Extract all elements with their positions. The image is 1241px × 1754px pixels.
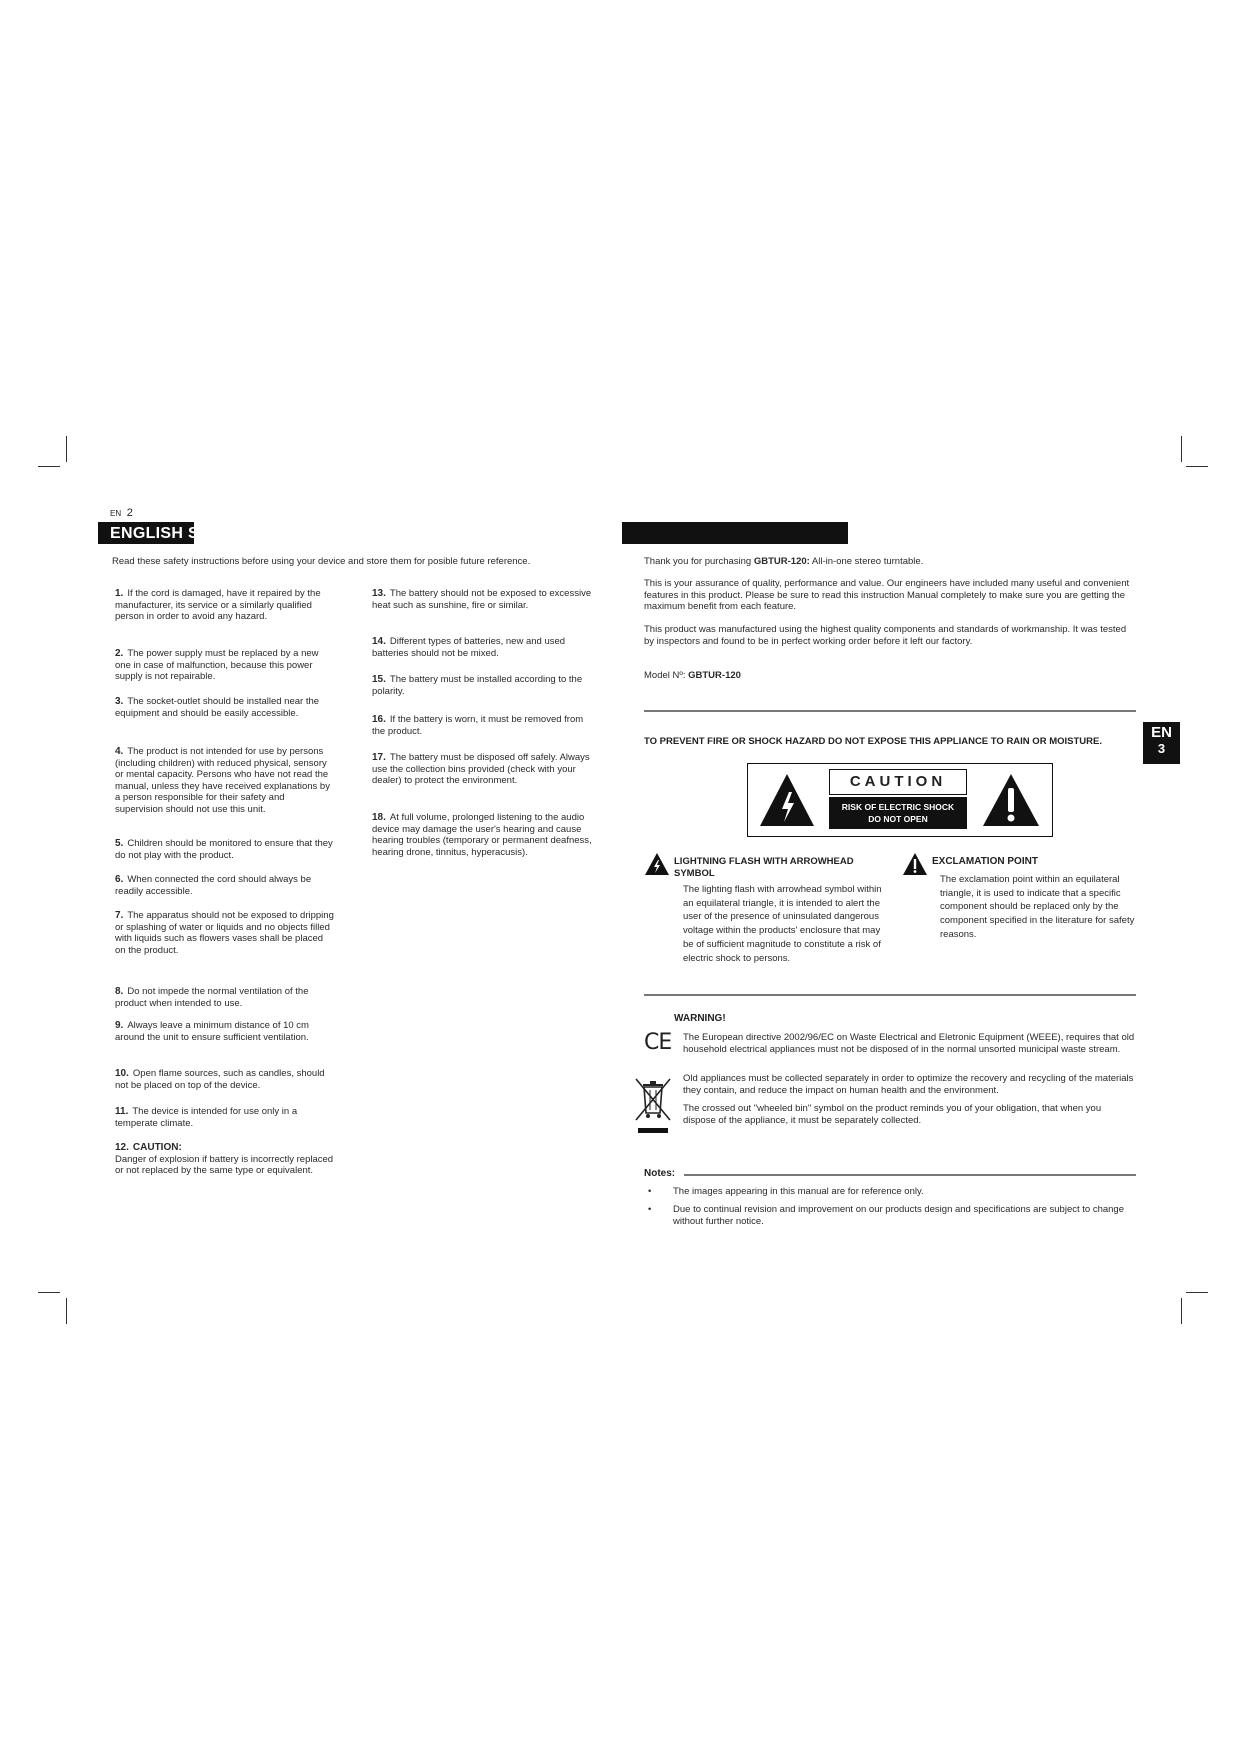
notes-title: Notes: — [644, 1168, 676, 1179]
caution-warning-box: RISK OF ELECTRIC SHOCK DO NOT OPEN — [829, 797, 967, 829]
list-item: 7. The apparatus should not be exposed to dripping or splashing of water or liquids and no objects filled with liquids such as flowers vases shall be placed on the product. — [115, 910, 334, 956]
exclamation-text: The exclamation point within an equilateral triangle, it is used to indicate that a specific component should be replaced only by the component specified in the literature for safety reasons. — [940, 874, 1135, 940]
thanks-text: Thank you for purchasing GBTUR-120: All-in-one stereo turntable. — [644, 556, 924, 567]
list-item: 4. The product is not intended for use by persons (including children) with reduced physical, sensory or mental capacity. Persons who have not read the manual, unless they have received explanations by a person responsible for their safety and supervision should not use this unit. — [115, 746, 330, 815]
weee-text: The crossed out "wheeled bin" symbol on the product reminds you of your obligation, that when you dispose of the appliance, it must be separately collected. — [683, 1103, 1102, 1126]
list-item: 18. At full volume, prolonged listening to the audio device may damage the user's hearing and cause hearing troubles (temporary or permanent deafness, hearing drone, tinnitus, hyperacusis). — [372, 812, 592, 858]
ce-mark: CE — [644, 1030, 672, 1055]
intro-paragraph: This is your assurance of quality, performance and value. Our engineers have included many useful and convenient features in this product. Please be sure to read this instruction Manual completely to make sure you are getting the maximum benefit from each feature. — [644, 578, 1130, 612]
crop-mark — [66, 436, 67, 462]
warning-title: WARNING! — [674, 1013, 726, 1024]
list-item-caution: 12. CAUTION: Danger of explosion if battery is incorrectly replaced or not replaced by the same type or equivalent. — [115, 1142, 334, 1176]
page-title: ENGLISH S — [110, 525, 199, 542]
note-item: The images appearing in this manual are for reference only. — [673, 1186, 924, 1197]
divider — [644, 710, 1136, 712]
language-tab: EN 3 — [1143, 722, 1180, 764]
weee-text: The European directive 2002/96/EC on Waste Electrical and Eletronic Equipment (WEEE), requires that old household electrical appliances must not be disposed of in the normal unsorted municipal waste stream. — [683, 1032, 1135, 1055]
divider — [644, 994, 1136, 996]
crop-mark — [38, 1292, 60, 1293]
caution-title: CAUTION — [829, 769, 967, 795]
list-item: 13. The battery should not be exposed to excessive heat such as sunshine, fire or similar. — [372, 588, 592, 611]
lightning-small-icon — [644, 852, 670, 876]
crop-mark — [38, 466, 60, 467]
crop-mark — [1181, 1298, 1182, 1324]
exclamation-small-icon — [902, 852, 928, 876]
hazard-heading: TO PREVENT FIRE OR SHOCK HAZARD DO NOT EXPOSE THIS APPLIANCE TO RAIN OR MOISTURE. — [644, 736, 1102, 747]
page-number: EN 2 — [110, 507, 133, 519]
weee-text: Old appliances must be collected separately in order to optimize the recovery and recycling of the materials they contain, and reduce the impact on human health and the environment. — [683, 1073, 1134, 1096]
bullet-dot: • — [648, 1186, 652, 1197]
exclamation-title: EXCLAMATION POINT — [932, 856, 1038, 867]
list-item: 11. The device is intended for use only in a temperate climate. — [115, 1106, 298, 1129]
caution-label — [747, 763, 1053, 837]
header-bar — [622, 522, 848, 544]
divider — [684, 1174, 1136, 1176]
intro-text: Read these safety instructions before using your device and store them for posible future reference. — [112, 556, 531, 567]
list-item: 9. Always leave a minimum distance of 10 cm around the unit to ensure sufficient ventilation. — [115, 1020, 309, 1043]
list-item: 16. If the battery is worn, it must be removed from the product. — [372, 714, 584, 737]
list-item: 6. When connected the cord should always be readily accessible. — [115, 874, 312, 897]
list-item: 3. The socket-outlet should be installed near the equipment and should be easily accessible. — [115, 696, 320, 719]
list-item: 8. Do not impede the normal ventilation of the product when intended to use. — [115, 986, 309, 1009]
lightning-triangle-icon — [758, 772, 816, 828]
list-item: 5. Children should be monitored to ensure that they do not play with the product. — [115, 838, 333, 861]
lightning-title: LIGHTNING FLASH WITH ARROWHEAD SYMBOL — [674, 856, 854, 879]
crop-mark — [1181, 436, 1182, 462]
caution-panel — [829, 769, 967, 829]
list-item: 15. The battery must be installed according to the polarity. — [372, 674, 583, 697]
crossed-bin-icon — [632, 1076, 676, 1134]
list-item: 2. The power supply must be replaced by a new one in case of malfunction, because this power supply is not repairable. — [115, 648, 319, 682]
crop-mark — [66, 1298, 67, 1324]
list-item: 17. The battery must be disposed off safely. Always use the collection bins provided (check with your dealer) to protect the environment. — [372, 752, 590, 786]
note-item: Due to continual revision and improvement on our products design and specifications are subject to change without further notice. — [673, 1204, 1124, 1227]
list-item: 14. Different types of batteries, new and used batteries should not be mixed. — [372, 636, 566, 659]
crop-mark — [1186, 466, 1208, 467]
intro-paragraph: This product was manufactured using the highest quality components and standards of workmanship. It was tested by inspectors and found to be in perfect working order before it left our factory. — [644, 624, 1127, 647]
list-item: 10. Open flame sources, such as candles, should not be placed on top of the device. — [115, 1068, 325, 1091]
bullet-dot: • — [648, 1204, 652, 1215]
crop-mark — [1186, 1292, 1208, 1293]
list-item: 1. If the cord is damaged, have it repaired by the manufacturer, its service or a similarly qualified person in order to avoid any hazard. — [115, 588, 321, 622]
header-bar — [98, 522, 199, 544]
model-number: Model Nº: GBTUR-120 — [644, 670, 741, 681]
exclamation-triangle-icon — [981, 772, 1041, 828]
lightning-text: The lighting flash with arrowhead symbol within an equilateral triangle, it is intended to alert the user of the presence of uninsulated dangerous voltage within the products' enclosure that may be of sufficient magnitude to constitute a risk of electric shock to persons. — [683, 884, 882, 964]
